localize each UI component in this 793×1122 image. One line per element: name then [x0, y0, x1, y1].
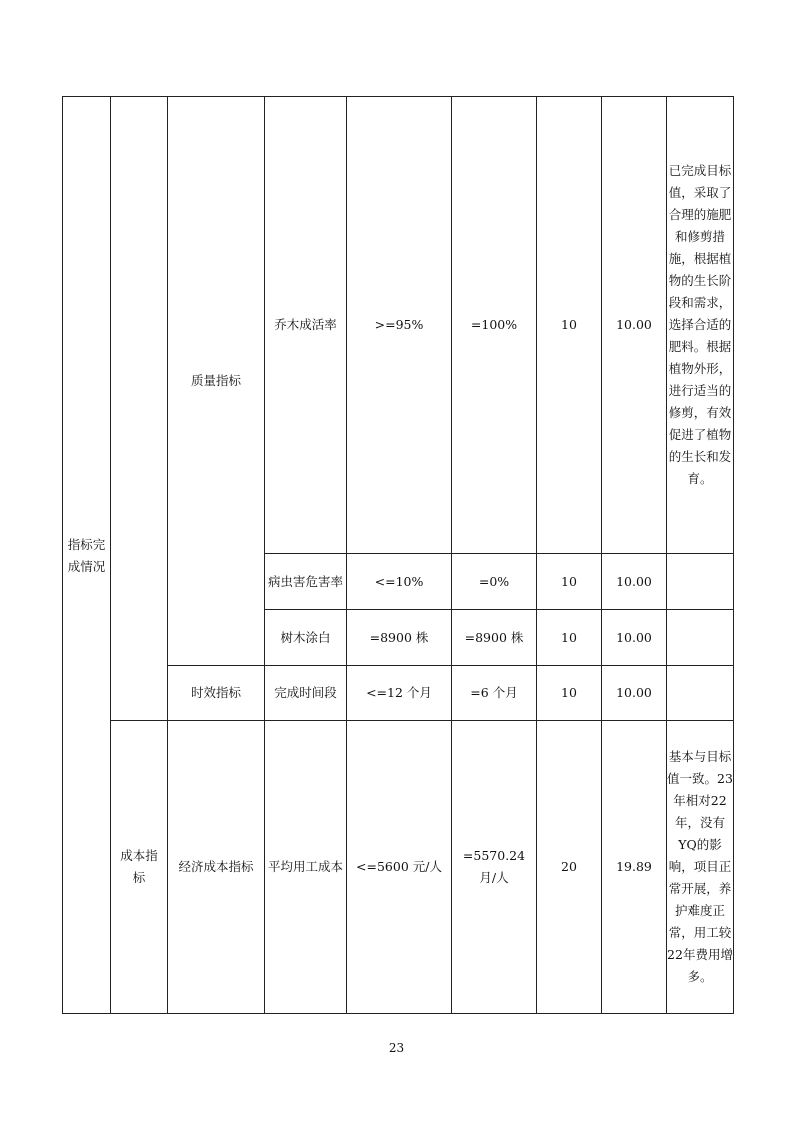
weight-cell: 10 — [537, 610, 602, 666]
weight-cell: 10 — [537, 97, 602, 554]
indicator-cell: 病虫害危害率 — [265, 554, 347, 610]
level1-label: 指标完成情况 — [67, 537, 106, 574]
score-cell: 19.89 — [602, 721, 667, 1014]
level2-blank-cell — [111, 97, 168, 721]
target-cell: <=5600 元/人 — [347, 721, 452, 1014]
actual-cell: =0% — [452, 554, 537, 610]
target-cell: <=12 个月 — [347, 666, 452, 721]
actual-cell: =8900 株 — [452, 610, 537, 666]
note-cell — [667, 554, 734, 610]
indicator-cell: 平均用工成本 — [265, 721, 347, 1014]
sub-quality-cell: 质量指标 — [168, 97, 265, 666]
score-cell: 10.00 — [602, 554, 667, 610]
score-cell: 10.00 — [602, 610, 667, 666]
note-cell: 已完成目标值，采取了合理的施肥和修剪措施，根据植物的生长阶段和需求，选择合适的肥料。根据植物外形，进行适当的修剪，有效促进了植物的生长和发育。 — [667, 97, 734, 554]
weight-cell: 10 — [537, 554, 602, 610]
note-cell: 基本与目标值一致。23年相对22年，没有YQ的影响，项目正常开展，养护难度正常，用工较22年费用增多。 — [667, 721, 734, 1014]
actual-cell: =6 个月 — [452, 666, 537, 721]
cat-cost-cell — [111, 721, 168, 1014]
level1-cell — [63, 97, 111, 1014]
indicator-cell: 乔木成活率 — [265, 97, 347, 554]
indicator-cell: 完成时间段 — [265, 666, 347, 721]
indicator-cell: 树木涂白 — [265, 610, 347, 666]
sub-economic-cell: 经济成本指标 — [168, 721, 265, 1014]
weight-cell: 10 — [537, 666, 602, 721]
sub-timeliness-cell: 时效指标 — [168, 666, 265, 721]
actual-value: =5570.24 月/人 — [462, 848, 526, 885]
page-number: 23 — [388, 1041, 405, 1055]
score-cell: 10.00 — [602, 97, 667, 554]
performance-table — [62, 96, 734, 1014]
target-cell: =8900 株 — [347, 610, 452, 666]
target-cell: <=10% — [347, 554, 452, 610]
actual-cell: =100% — [452, 97, 537, 554]
note-cell — [667, 666, 734, 721]
actual-cell — [452, 721, 537, 1014]
cat-cost-label: 成本指标 — [120, 848, 158, 885]
weight-cell: 20 — [537, 721, 602, 1014]
target-cell: >=95% — [347, 97, 452, 554]
score-cell: 10.00 — [602, 666, 667, 721]
note-cell — [667, 610, 734, 666]
